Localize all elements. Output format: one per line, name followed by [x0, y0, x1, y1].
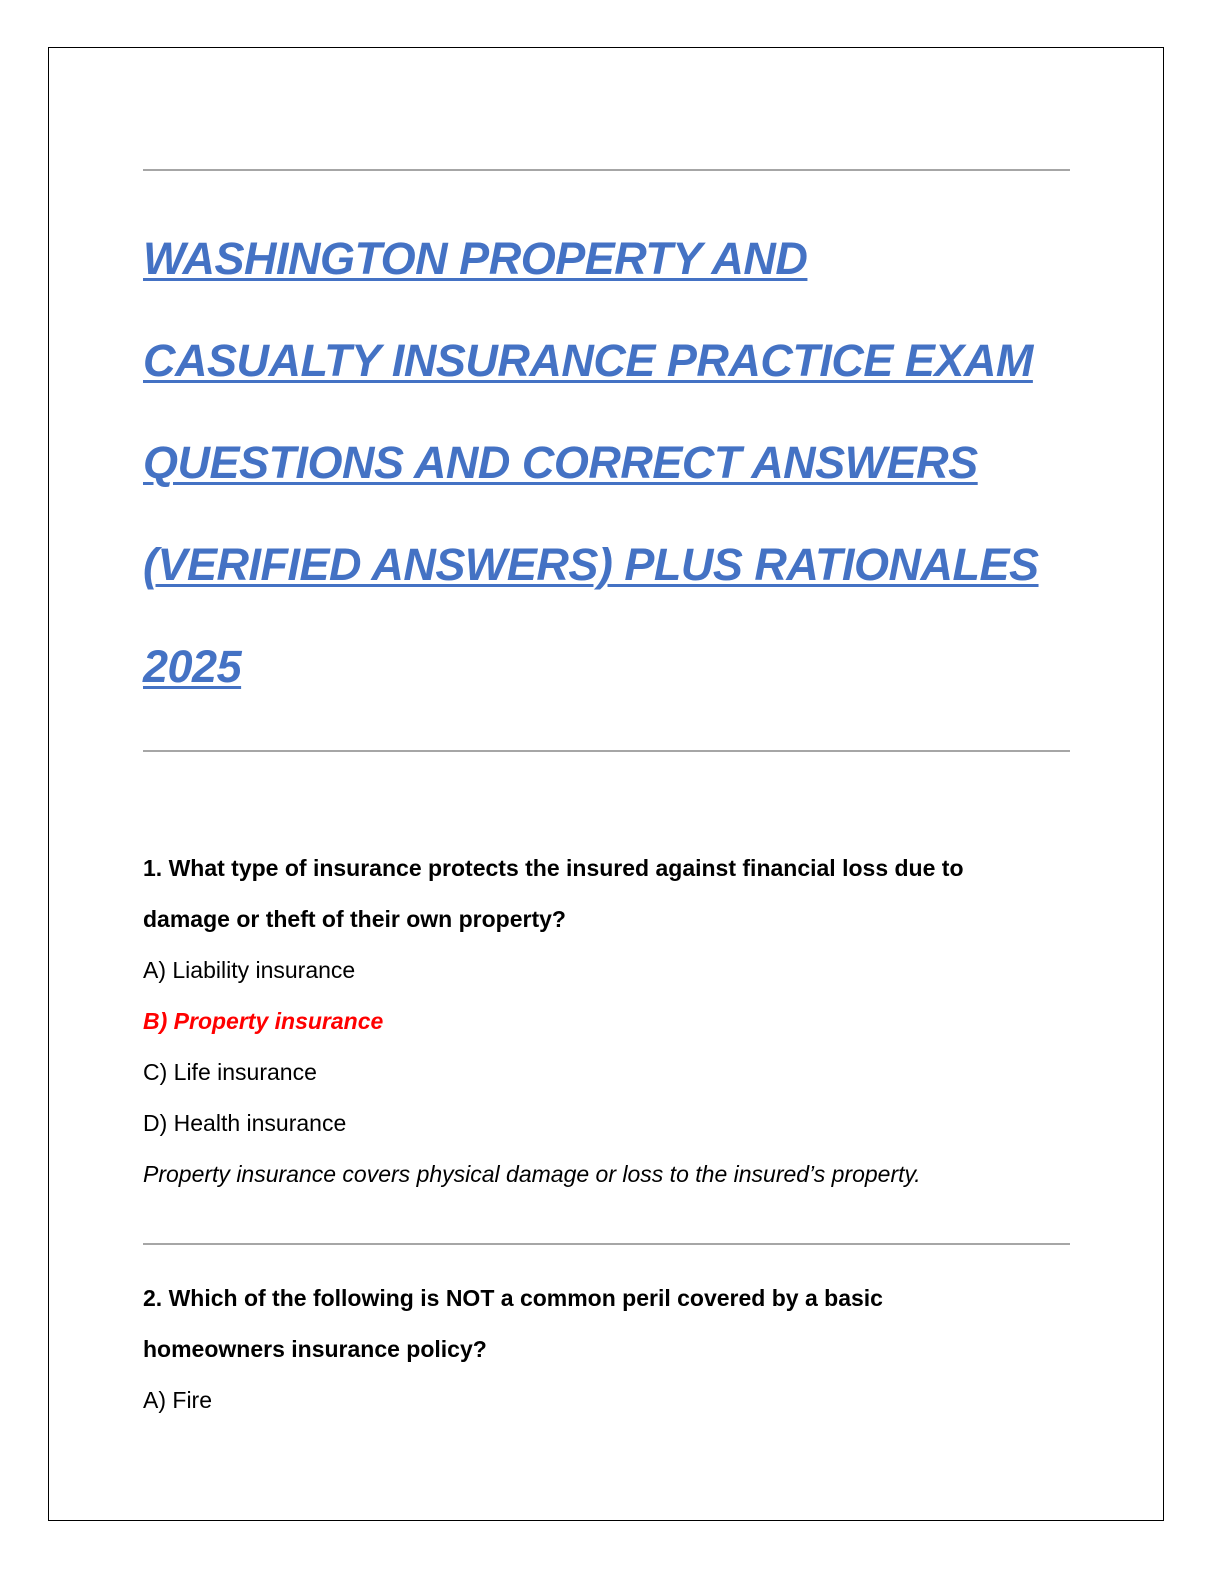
- divider-top: [143, 169, 1070, 171]
- question-1-option-c: C) Life insurance: [143, 1059, 317, 1085]
- question-2: [143, 1273, 1083, 1426]
- question-1-text-line-2: damage or theft of their own property?: [143, 906, 566, 932]
- question-2-option-a: A) Fire: [143, 1387, 212, 1413]
- divider-after-question-1: [143, 1243, 1070, 1245]
- document-title: [143, 208, 1083, 718]
- question-1-option-b-correct: B) Property insurance: [143, 1008, 384, 1034]
- title-line-2: CASUALTY INSURANCE PRACTICE EXAM: [143, 335, 1033, 386]
- question-1-rationale: Property insurance covers physical damage or loss to the insured’s property.: [143, 1161, 921, 1187]
- question-2-text-line-2: homeowners insurance policy?: [143, 1336, 487, 1362]
- question-1-option-d: D) Health insurance: [143, 1110, 347, 1136]
- question-1: [143, 843, 1083, 1200]
- question-1-text-line-1: 1. What type of insurance protects the insured against financial loss due to: [143, 855, 964, 881]
- title-line-4: (VERIFIED ANSWERS) PLUS RATIONALES: [143, 539, 1039, 590]
- title-line-3: QUESTIONS AND CORRECT ANSWERS: [143, 437, 978, 488]
- divider-after-title: [143, 750, 1070, 752]
- question-1-option-a: A) Liability insurance: [143, 957, 356, 983]
- title-line-5: 2025: [143, 641, 242, 692]
- question-2-text-line-1: 2. Which of the following is NOT a common peril covered by a basic: [143, 1285, 883, 1311]
- title-line-1: WASHINGTON PROPERTY AND: [143, 233, 808, 284]
